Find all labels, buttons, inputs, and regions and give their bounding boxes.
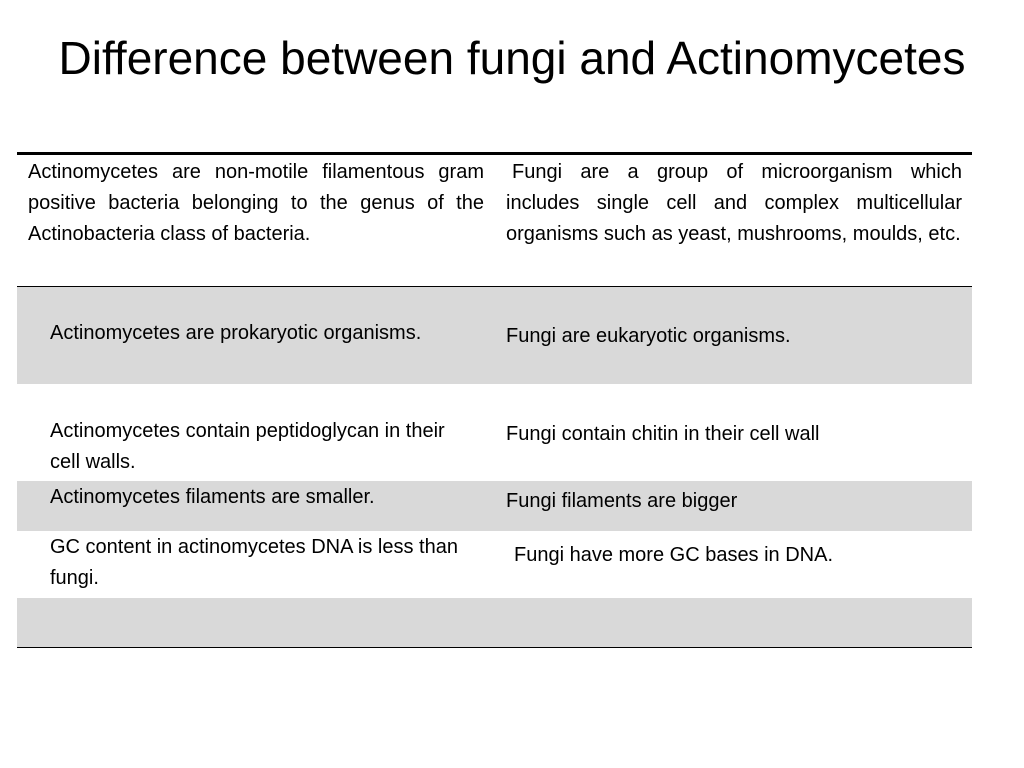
fungi-cell-wall: Fungi contain chitin in their cell wall xyxy=(506,423,820,445)
fungi-definition: Fungi are a group of microorganism which includes single cell and complex multicellular organisms such as yeast, mushrooms, moulds, etc. xyxy=(506,161,962,245)
actinomycetes-cell-type: Actinomycetes are prokaryotic organisms. xyxy=(50,322,422,344)
actinomycetes-filament-size: Actinomycetes filaments are smaller. xyxy=(50,486,375,508)
comparison-row-3 xyxy=(17,384,972,481)
comparison-row-empty xyxy=(17,598,972,648)
fungi-gc-content: Fungi have more GC bases in DNA. xyxy=(514,544,834,566)
fungi-cell-type: Fungi are eukaryotic organisms. xyxy=(506,325,791,347)
fungi-filament-size: Fungi filaments are bigger xyxy=(506,490,738,512)
slide-title: Difference between fungi and Actinomycetes xyxy=(58,32,966,84)
actinomycetes-cell-wall: Actinomycetes contain peptidoglycan in their cell walls. xyxy=(50,420,445,473)
comparison-row-5 xyxy=(17,531,972,598)
comparison-row-1 xyxy=(17,155,972,287)
comparison-row-4 xyxy=(17,481,972,531)
actinomycetes-definition: Actinomycetes are non-motile filamentous gram positive bacteria belonging to the genus of the Actinobacteria class of bacteria. xyxy=(28,161,484,245)
comparison-row-2 xyxy=(17,287,972,384)
actinomycetes-gc-content: GC content in actinomycetes DNA is less than fungi. xyxy=(50,536,458,589)
